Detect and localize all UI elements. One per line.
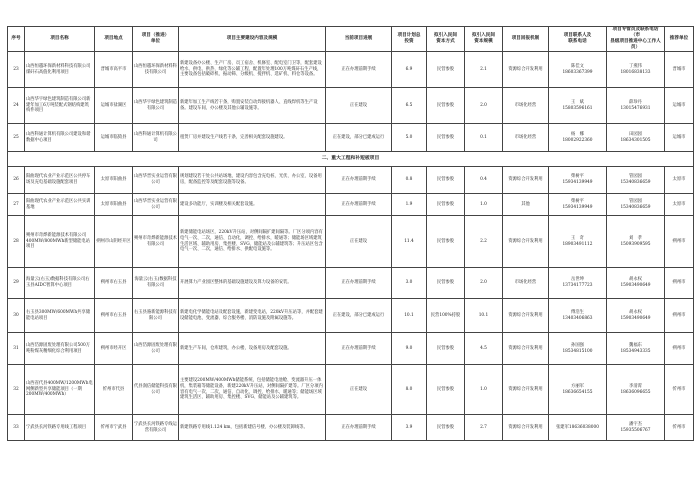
cell-location: 晋城市高平市 — [95, 52, 133, 88]
cell-unit: 代县润信储能科技有限公司 — [133, 365, 179, 415]
cell-progress: 正在建设 — [326, 88, 392, 124]
cell-return: 其他 — [503, 194, 549, 216]
table-row — [8, 52, 694, 88]
cell-no: 29 — [8, 268, 25, 299]
cell-progress: 正在建设 — [326, 216, 392, 268]
cell-location: 运城市临猗县 — [95, 124, 133, 152]
cell-manager: 李清霄 18636096655 — [607, 365, 665, 415]
header-row — [8, 27, 694, 52]
table-row — [8, 88, 694, 124]
cell-unit: 山西岱源固废处理有限公司 — [133, 333, 179, 365]
cell-project-name: 阳曲现代农业产业示范区公共停车场及充电基础设施配套项目 — [25, 167, 95, 194]
cell-project-name: 山西岱源固废处理有限公司500万吨粉煤灰精细化综合利用项目 — [25, 333, 95, 365]
cell-content: 新建生产车间，仓库建筑，办公楼，设备用房及配套设施。 — [179, 333, 326, 365]
cell-no: 33 — [8, 415, 25, 441]
header-location: 项目地点 — [95, 27, 133, 52]
cell-recommender: 朔州市 — [665, 299, 694, 333]
cell-no: 25 — [8, 124, 25, 152]
table-row — [8, 268, 694, 299]
cell-no: 24 — [8, 88, 25, 124]
cell-return: 资源综合开发利用 — [503, 365, 549, 415]
cell-content: 新建设备办公楼、生产厂房、员工宿舍、机修室、配电室门卫等，配套建设给水、供电、供热、绿化等公辅工程，配置年处理100万吨煤矸石生产线，主要设备包括破碎机、振动筛、分级机、搅拌机、选矿机、料仓等设备。 — [179, 52, 326, 88]
cell-return: 市场化经营 — [503, 124, 549, 152]
cell-contact: 岳世坤 13734177723 — [549, 268, 607, 299]
cell-content: 新建铁路专用线1.124 km，包括新建信号楼、办公楼及装卸线等。 — [179, 415, 326, 441]
cell-location: 朔州市右玉县 — [95, 299, 133, 333]
cell-project-name: 朔州市奇烨新能源技术有限公司400MW/800MWh新型储能电站项目 — [25, 216, 95, 268]
cell-project-name: 海量云(右玉)数据科技有限公司右玉县AIDC智算中心项目 — [25, 268, 95, 299]
cell-investment: 3.9 — [392, 415, 427, 441]
cell-recommender: 太原市 — [665, 194, 694, 216]
cell-project-name: 阳曲现代农业产业示范区公共实训基地 — [25, 194, 95, 216]
cell-unit: 山西华晋实业运营有限公司 — [133, 167, 179, 194]
table-row — [8, 194, 694, 216]
header-content: 项目主要建设内容及规模 — [179, 27, 326, 52]
cell-return: 资源综合开发利用 — [503, 415, 549, 441]
cell-method: 民营参股 — [427, 333, 465, 365]
cell-investment: 5.0 — [392, 124, 427, 152]
cell-contact: 孙国强 18534815100 — [549, 333, 607, 365]
cell-scale: 2.2 — [465, 216, 503, 268]
cell-scale: 2.0 — [465, 88, 503, 124]
cell-unit: 山西恒越环保新材料科技有限公司 — [133, 52, 179, 88]
cell-return: 市场化经营 — [503, 88, 549, 124]
cell-progress: 正在建设，部分已建成运行 — [326, 299, 392, 333]
header-investment: 项目计划总 投资 — [392, 27, 427, 52]
cell-investment: 0.8 — [392, 167, 427, 194]
table-row — [8, 415, 694, 441]
header-scale: 拟引入民间 资本规模 — [465, 27, 503, 52]
cell-no: 32 — [8, 365, 25, 415]
cell-contact: 王 奇 18903491112 — [549, 216, 607, 268]
header-name: 项目名称 — [25, 27, 95, 52]
cell-progress: 正在办理前期手续 — [326, 333, 392, 365]
cell-location: 朔州市山阴经开区 — [95, 216, 133, 268]
cell-scale: 2.0 — [465, 268, 503, 299]
cell-recommender: 运城市 — [665, 124, 694, 152]
cell-contact: 柴树平 15934139949 — [549, 194, 607, 216]
cell-location: 忻州市代县 — [95, 365, 133, 415]
cell-method: 民营参股 — [427, 415, 465, 441]
table-row — [8, 167, 694, 194]
table-row — [8, 124, 694, 152]
cell-recommender: 运城市 — [665, 88, 694, 124]
cell-manager: 潘宇杰 15935506767 — [607, 415, 665, 441]
cell-unit: 山西华晋实业运营有限公司 — [133, 194, 179, 216]
cell-manager: 管园园 15340836659 — [607, 167, 665, 194]
cell-project-name: 山西华宇绿色建筑制造有限公司新建年加工6万吨装配式钢结构建筑构件项目 — [25, 88, 95, 124]
cell-content: 新建电化学储能电站及配套设施，新建变电站，220kV升压站等，并配套建设储能电池、变流器、综合服务楼、消防设施及附属设施等。 — [179, 299, 326, 333]
table-row — [8, 299, 694, 333]
cell-contact: 傅浩生 13403406863 — [549, 299, 607, 333]
cell-scale: 10.1 — [465, 299, 503, 333]
cell-project-name: 山西恒越环保新材料科技有限公司煤矸石高值化利用项目 — [25, 52, 95, 88]
cell-no: 31 — [8, 333, 25, 365]
cell-investment: 10.1 — [392, 299, 427, 333]
cell-manager: 丁燕伟 18016838133 — [607, 52, 665, 88]
cell-location: 太原市阳曲县 — [95, 167, 133, 194]
cell-scale: 1.0 — [465, 365, 503, 415]
cell-manager: 胡永权 15903490649 — [607, 268, 665, 299]
cell-investment: 11.4 — [392, 216, 427, 268]
cell-method: 民营参股 — [427, 268, 465, 299]
header-manager: 项目专管员及联系电话（市 县级项目推进中心工作人员） — [607, 27, 665, 52]
cell-manager: 胡永权 15903490649 — [607, 299, 665, 333]
cell-unit: 山西科通计算机有限公司 — [133, 124, 179, 152]
cell-progress: 正在建设 — [326, 365, 392, 415]
cell-return: 资源综合开发利用 — [503, 52, 549, 88]
cell-no: 27 — [8, 194, 25, 216]
header-method: 拟引入民间 资本方式 — [427, 27, 465, 52]
cell-content: 建设多功能厅，实训楼及相关配套设施。 — [179, 194, 326, 216]
section-title: 二、重大工程和补短板项目 — [8, 152, 694, 167]
cell-manager: 刘 孝 15093909595 — [607, 216, 665, 268]
project-table-sheet — [7, 26, 694, 441]
cell-return: 市场化经营 — [503, 268, 549, 299]
cell-manager: 魏福东 18534943335 — [607, 333, 665, 365]
cell-project-name: 右玉县300MW/600MWh共享储能电站项目 — [25, 299, 95, 333]
cell-contact: 杨 娜 18002922360 — [549, 124, 607, 152]
cell-location: 朔州市右玉县 — [95, 268, 133, 299]
cell-recommender: 忻州市 — [665, 415, 694, 441]
cell-investment: 1.9 — [392, 194, 427, 216]
cell-unit: 宁武县长河铁路专线运营有限公司 — [133, 415, 179, 441]
cell-content: 规划建设若干处公共站场地，建设内容包含充电桩、光伏、办公室、设备用房，配备监控等及配套设施等设备。 — [179, 167, 326, 194]
cell-method: 民营参股 — [427, 365, 465, 415]
header-return: 项目回报机制 — [503, 27, 549, 52]
cell-investment: 9.0 — [392, 333, 427, 365]
cell-project-name: 山西省代县400MW/1200MWh电网侧新型共享储能项目（一期200MW/400MWh） — [25, 365, 95, 415]
cell-contact: 陈佳文 18603367399 — [549, 52, 607, 88]
cell-scale: 0.1 — [465, 124, 503, 152]
cell-manager: 管园园 15340836659 — [607, 194, 665, 216]
cell-location: 太原市阳曲县 — [95, 194, 133, 216]
cell-content: 新建年加工生产线若干条，购置安装自动焊接机器人、直线焊机等生产设备。建设车间、办公楼及其他公辅设施等。 — [179, 88, 326, 124]
cell-content: 主要建设200MW/400MWh储能系统，包括储能电池舱、变流器升压一体机，集装箱等储能设备，新建220kV升压站，对侧间隔扩建等。厂区分项内容有电气一次、二次，通信、自动化，调控、给排水，暖通等；储能场区域建筑生活区、辅助用房、集控楼、SVG、储能站及公辅建筑等。 — [179, 365, 326, 415]
cell-investment: 6.5 — [392, 88, 427, 124]
header-no: 序号 — [8, 27, 25, 52]
cell-investment: 6.9 — [392, 52, 427, 88]
cell-return: 资源综合开发利用 — [503, 333, 549, 365]
cell-return: 资源综合开发利用 — [503, 216, 549, 268]
cell-recommender: 朔州市 — [665, 333, 694, 365]
cell-location: 运城市盐湖区 — [95, 88, 133, 124]
cell-location: 忻州市宁武县 — [95, 415, 133, 441]
cell-method: 民营参股 — [427, 52, 465, 88]
cell-manager: 田园园 18634301505 — [607, 124, 665, 152]
cell-contact: 方丽军 18636654155 — [549, 365, 607, 415]
cell-progress: 正在办理前期手续 — [326, 167, 392, 194]
cell-location: 朔州市经开区 — [95, 333, 133, 365]
section-header-row — [8, 152, 694, 167]
cell-recommender: 忻州市 — [665, 365, 694, 415]
table-row — [8, 216, 694, 268]
cell-contact: 王 斌 15803596161 — [549, 88, 607, 124]
cell-content: 新建储能电站场区，220kV升压站，对侧间隔扩建间隔等。厂区分项内容有电气一次、二次，通信、自动化，调控、给排水，暖通等；储能场区域建筑生活区域、辅助用房、集控楼、SVG、储能站及公辅建筑等；升压站区包含电气一次、二次，通信、给排水、供配电设施等。 — [179, 216, 326, 268]
cell-progress: 正在办理前期手续 — [326, 415, 392, 441]
cell-method: 民营参股 — [427, 88, 465, 124]
cell-no: 26 — [8, 167, 25, 194]
cell-contact: 柴树平 15934139949 — [549, 167, 607, 194]
cell-scale: 2.7 — [465, 415, 503, 441]
header-recommender: 推荐单位 — [665, 27, 694, 52]
cell-unit: 右玉县骆新能源科技有限公司 — [133, 299, 179, 333]
cell-project-name: 山西科通计算机有限公司建设和谐数据中心项目 — [25, 124, 95, 152]
cell-unit: 山西华宇绿色建筑制造有限公司 — [133, 88, 179, 124]
cell-progress: 正在办理前期手续 — [326, 268, 392, 299]
cell-method: 民营参股 — [427, 124, 465, 152]
cell-contact: 张建军18636038000 — [549, 415, 607, 441]
header-progress: 当前项目进展 — [326, 27, 392, 52]
project-table — [7, 26, 694, 441]
cell-no: 30 — [8, 299, 25, 333]
cell-content: 租赁厂房并建设生产线若干条，完善相关配套设施建设。 — [179, 124, 326, 152]
cell-no: 28 — [8, 216, 25, 268]
cell-method: 民营参股 — [427, 194, 465, 216]
cell-method: 民营参股 — [427, 167, 465, 194]
cell-unit: 朔州市奇烨新能源技术有限公司 — [133, 216, 179, 268]
cell-scale: 0.4 — [465, 167, 503, 194]
cell-return: 资源综合开发利用 — [503, 167, 549, 194]
cell-recommender: 朔州市 — [665, 216, 694, 268]
cell-investment: 3.0 — [392, 268, 427, 299]
cell-scale: 2.1 — [465, 52, 503, 88]
cell-scale: 1.0 — [465, 194, 503, 216]
cell-return: 资源综合开发利用 — [503, 299, 549, 333]
cell-recommender: 太原市 — [665, 167, 694, 194]
cell-progress: 正在办理前期手续 — [326, 52, 392, 88]
header-contact: 项目联系人及 联系电话 — [549, 27, 607, 52]
cell-content: 开展算力产业园区整体的基础设施建设及算力设备的安装。 — [179, 268, 326, 299]
cell-method: 民营参股 — [427, 216, 465, 268]
cell-scale: 4.5 — [465, 333, 503, 365]
cell-manager: 薛珍丹 13015476931 — [607, 88, 665, 124]
cell-method: 民营100%持股 — [427, 299, 465, 333]
table-row — [8, 333, 694, 365]
cell-progress: 正在建设，部分已建成运行 — [326, 124, 392, 152]
table-row — [8, 365, 694, 415]
cell-no: 23 — [8, 52, 25, 88]
cell-investment: 8.0 — [392, 365, 427, 415]
cell-project-name: 宁武县长河铁路专用线工程项目 — [25, 415, 95, 441]
header-unit: 项目（推进） 单位 — [133, 27, 179, 52]
cell-progress: 正在办理前期手续 — [326, 194, 392, 216]
cell-unit: 海量云(右玉)数据科技有限公司 — [133, 268, 179, 299]
cell-recommender: 晋城市 — [665, 52, 694, 88]
cell-recommender: 朔州市 — [665, 268, 694, 299]
